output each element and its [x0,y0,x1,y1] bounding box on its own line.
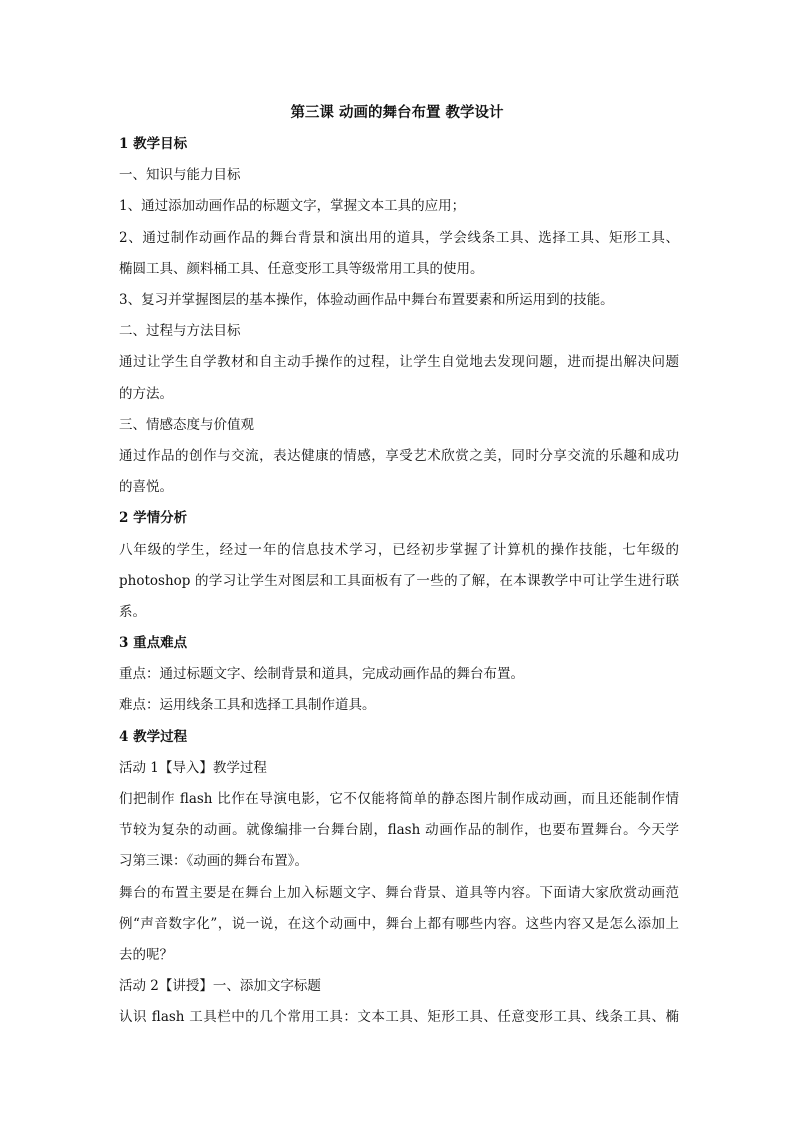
process-paragraph-line-1: 通过让学生自学教材和自主动手操作的过程，让学生自觉地去发现问题，进而提出解决问题 [119,354,679,370]
analysis-paragraph-line-2: photoshop 的学习让学生对图层和工具面板有了一些的了解，在本课教学中可让学生进行联 [119,573,679,589]
section-heading-process: 4 教学过程 [119,729,188,745]
stage-paragraph-line-3: 去的呢？ [119,947,173,963]
attitude-paragraph-line-2: 的喜悦。 [119,479,173,495]
goal-item-1: 1、通过添加动画作品的标题文字，掌握文本工具的应用； [119,198,466,214]
section-heading-goals: 1 教学目标 [119,136,188,152]
intro-paragraph-line-1: 们把制作 flash 比作在导演电影，它不仅能将简单的静态图片制作成动画，而且还能制作情 [119,791,679,807]
attitude-paragraph-line-1: 通过作品的创作与交流，表达健康的情感，享受艺术欣赏之美，同时分享交流的乐趣和成功 [119,448,679,464]
stage-paragraph-line-1: 舞台的布置主要是在舞台上加入标题文字、舞台背景、道具等内容。下面请大家欣赏动画范 [119,885,679,901]
section-heading-key-points: 3 重点难点 [119,635,188,651]
intro-paragraph-line-3: 习第三课：《动画的舞台布置》。 [119,853,308,869]
subheading-process: 二、过程与方法目标 [119,323,241,339]
process-paragraph-line-2: 的方法。 [119,386,173,402]
subheading-knowledge: 一、知识与能力目标 [119,167,241,183]
analysis-paragraph-line-3: 系。 [119,604,146,620]
analysis-paragraph-line-1: 八年级的学生，经过一年的信息技术学习，已经初步掌握了计算机的操作技能，七年级的 [119,542,679,558]
tools-paragraph-line-1: 认识 flash 工具栏中的几个常用工具：文本工具、矩形工具、任意变形工具、线条工具、椭 [119,1009,679,1025]
goal-item-2-line-2: 椭圆工具、颜料桶工具、任意变形工具等级常用工具的使用。 [119,261,484,277]
key-point: 重点：通过标题文字、绘制背景和道具，完成动画作品的舞台布置。 [119,666,524,682]
stage-paragraph-line-2: 例“声音数字化”，说一说，在这个动画中，舞台上都有哪些内容。这些内容又是怎么添加上 [119,916,679,932]
subheading-attitude: 三、情感态度与价值观 [119,417,254,433]
goal-item-3: 3、复习并掌握图层的基本操作，体验动画作品中舞台布置要素和所运用到的技能。 [119,292,614,308]
difficult-point: 难点：运用线条工具和选择工具制作道具。 [119,697,376,713]
intro-paragraph-line-2: 节较为复杂的动画。就像编排一台舞台剧，flash 动画作品的制作，也要布置舞台。今天学 [119,822,679,838]
activity-2-heading: 活动 2【讲授】一、添加文字标题 [119,978,321,994]
section-heading-analysis: 2 学情分析 [119,510,188,526]
activity-1-heading: 活动 1【导入】教学过程 [119,760,267,776]
goal-item-2-line-1: 2、通过制作动画作品的舞台背景和演出用的道具，学会线条工具、选择工具、矩形工具、 [119,230,679,246]
page-title: 第三课 动画的舞台布置 教学设计 [290,104,504,121]
